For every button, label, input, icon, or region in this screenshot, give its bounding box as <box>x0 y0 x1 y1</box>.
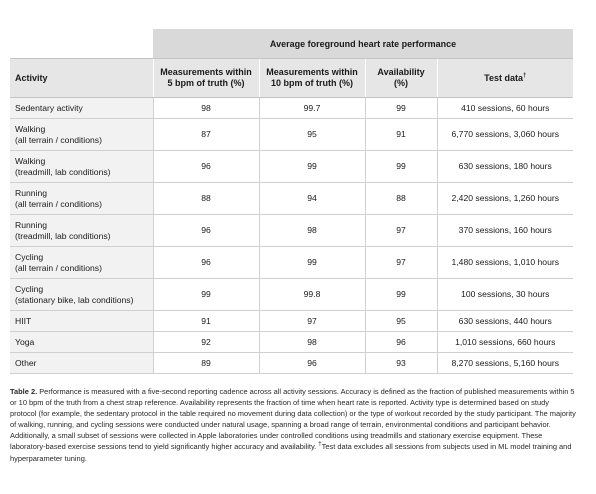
column-header-availability-line1: Availability <box>377 67 425 77</box>
activity-cell <box>10 353 153 374</box>
activity-name: Running <box>15 220 48 230</box>
dagger-mark: † <box>523 72 527 79</box>
activity-cell <box>10 279 153 311</box>
within5-cell: 92 <box>153 332 259 353</box>
within5-cell: 96 <box>153 247 259 279</box>
activity-name: Cycling <box>15 252 44 262</box>
test-data-cell: 630 sessions, 440 hours <box>437 311 573 332</box>
activity-cell <box>10 311 153 332</box>
table-row <box>10 247 573 279</box>
table-container <box>10 29 573 374</box>
availability-cell: 99 <box>365 151 437 183</box>
column-header-availability <box>365 59 437 98</box>
test-data-cell: 100 sessions, 30 hours <box>437 279 573 311</box>
test-data-cell: 630 sessions, 180 hours <box>437 151 573 183</box>
table-row <box>10 353 573 374</box>
within5-cell: 88 <box>153 183 259 215</box>
performance-table <box>10 29 573 374</box>
test-data-cell: 2,420 sessions, 1,260 hours <box>437 183 573 215</box>
caption-footnote: Test data excludes all sessions from subjects used in ML model training and hyperparameter tuning. <box>10 442 572 463</box>
activity-name: Running <box>15 188 48 198</box>
table-row <box>10 98 573 119</box>
activity-name: HIIT <box>15 315 32 326</box>
caption-label: Table 2. <box>10 387 38 396</box>
activity-cell <box>10 215 153 247</box>
group-header: Average foreground heart rate performance <box>153 29 573 59</box>
availability-cell: 97 <box>365 247 437 279</box>
activity-name: Cycling <box>15 284 44 294</box>
test-data-cell: 370 sessions, 160 hours <box>437 215 573 247</box>
table-row <box>10 151 573 183</box>
caption-text: Performance is measured with a five-second reporting cadence across all activity sessions. Accuracy is defined as the fraction of published measurements within 5 or 10 bpm of the truth from a chest strap reference. Availability represents the fraction of time when heart rate is reported. Activity type is determined based on study protocol (for example, the sedentary protocol in the table required no movement during data collection) or the type of workout recorded by the study participant. The majority of walking, running, and cycling sessions were conducted under natural usage, spanning a broad range of terrain, environmental conditions and participant behavior. Additionally, a small subset of sessions were collected in Apple laboratories under controlled conditions using treadmills and stationary exercise equipment. These laboratory-based exercise sessions tend to yield significantly higher accuracy and availability. <box>10 387 576 452</box>
test-data-cell: 1,480 sessions, 1,010 hours <box>437 247 573 279</box>
activity-cell <box>10 151 153 183</box>
column-header-within5 <box>153 59 259 98</box>
column-header-availability-line2: (%) <box>394 78 408 88</box>
within5-cell: 89 <box>153 353 259 374</box>
table-row <box>10 183 573 215</box>
availability-cell: 97 <box>365 215 437 247</box>
activity-cell <box>10 98 153 119</box>
activity-cell <box>10 183 153 215</box>
activity-name: Sedentary activity <box>15 102 83 113</box>
group-header-blank <box>10 29 153 59</box>
within10-cell: 99 <box>259 247 365 279</box>
within10-cell: 97 <box>259 311 365 332</box>
availability-cell: 96 <box>365 332 437 353</box>
within10-cell: 99.8 <box>259 279 365 311</box>
within10-cell: 98 <box>259 332 365 353</box>
within10-cell: 99.7 <box>259 98 365 119</box>
column-header-activity: Activity <box>10 59 153 98</box>
within10-cell: 95 <box>259 119 365 151</box>
within10-cell: 96 <box>259 353 365 374</box>
column-header-row <box>10 59 573 98</box>
availability-cell: 95 <box>365 311 437 332</box>
column-header-within10 <box>259 59 365 98</box>
activity-condition: (treadmill, lab conditions) <box>15 166 111 177</box>
table-row <box>10 332 573 353</box>
activity-name: Yoga <box>15 336 35 347</box>
availability-cell: 99 <box>365 98 437 119</box>
activity-condition: (stationary bike, lab conditions) <box>15 294 134 305</box>
within5-cell: 87 <box>153 119 259 151</box>
within5-cell: 98 <box>153 98 259 119</box>
availability-cell: 99 <box>365 279 437 311</box>
column-header-within10-line1: Measurements within <box>266 67 358 77</box>
column-header-within5-line2: 5 bpm of truth (%) <box>167 78 245 88</box>
availability-cell: 91 <box>365 119 437 151</box>
activity-cell <box>10 332 153 353</box>
table-row <box>10 215 573 247</box>
within10-cell: 94 <box>259 183 365 215</box>
table-row <box>10 279 573 311</box>
activity-condition: (all terrain / conditions) <box>15 134 102 145</box>
availability-cell: 93 <box>365 353 437 374</box>
within10-cell: 99 <box>259 151 365 183</box>
column-header-test-data <box>437 59 573 98</box>
test-data-cell: 6,770 sessions, 3,060 hours <box>437 119 573 151</box>
test-data-cell: 410 sessions, 60 hours <box>437 98 573 119</box>
caption-dagger-mark: † <box>318 441 322 448</box>
within5-cell: 96 <box>153 151 259 183</box>
column-header-within5-line1: Measurements within <box>160 67 252 77</box>
activity-condition: (all terrain / conditions) <box>15 198 102 209</box>
activity-condition: (treadmill, lab conditions) <box>15 230 111 241</box>
column-header-within10-line2: 10 bpm of truth (%) <box>271 78 353 88</box>
within5-cell: 99 <box>153 279 259 311</box>
within5-cell: 91 <box>153 311 259 332</box>
table-row <box>10 311 573 332</box>
activity-condition: (all terrain / conditions) <box>15 262 102 273</box>
test-data-cell: 8,270 sessions, 5,160 hours <box>437 353 573 374</box>
activity-name: Walking <box>15 124 46 134</box>
group-header-row <box>10 29 573 59</box>
activity-name: Other <box>15 357 37 368</box>
within10-cell: 98 <box>259 215 365 247</box>
table-caption <box>10 386 576 464</box>
availability-cell: 88 <box>365 183 437 215</box>
activity-cell <box>10 247 153 279</box>
table-row <box>10 119 573 151</box>
test-data-cell: 1,010 sessions, 660 hours <box>437 332 573 353</box>
column-header-test-data-label: Test data <box>484 72 524 83</box>
activity-cell <box>10 119 153 151</box>
within5-cell: 96 <box>153 215 259 247</box>
activity-name: Walking <box>15 156 46 166</box>
